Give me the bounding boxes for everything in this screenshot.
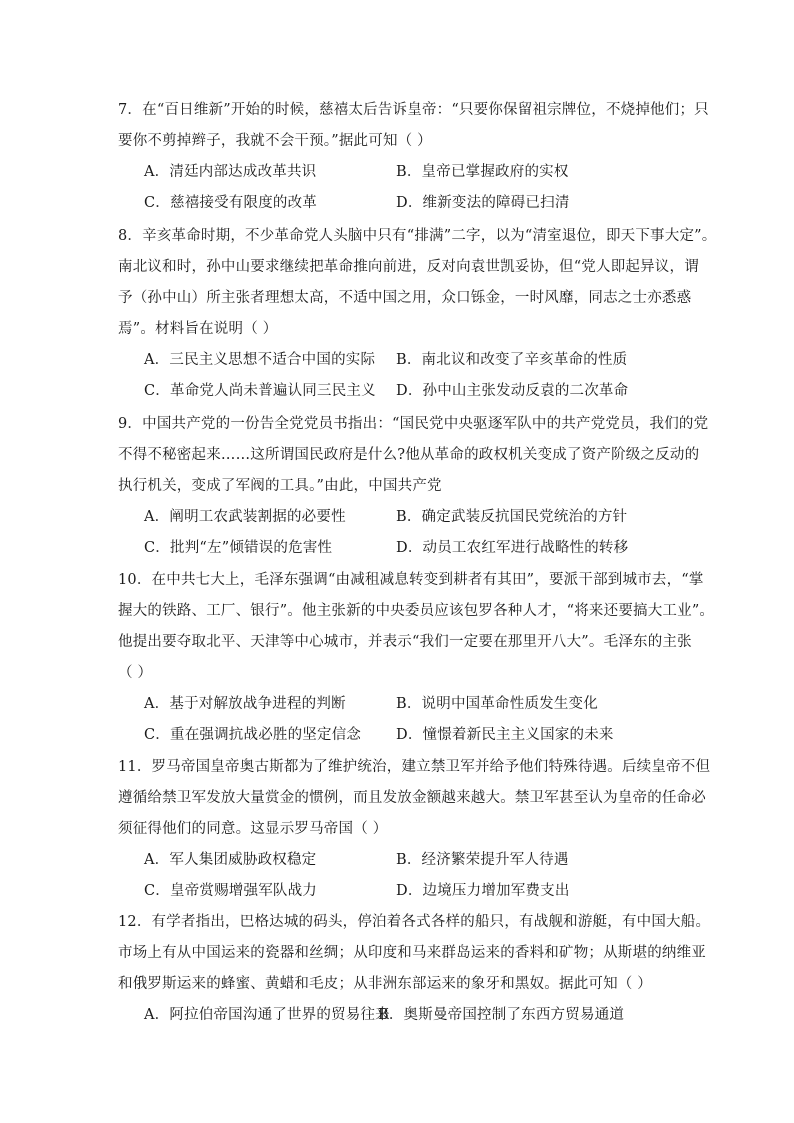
option-c: C．慈禧接受有限度的改革 bbox=[144, 195, 317, 211]
option-b: B．经济繁荣提升军人待遇 bbox=[396, 852, 569, 868]
option-b: B．说明中国革命性质发生变化 bbox=[396, 696, 598, 712]
option-b: B．奥斯曼帝国控制了东西方贸易通道 bbox=[378, 1007, 625, 1023]
question-text-line: 10．在中共七大上，毛泽东强调“由减租减息转变到耕者有其田”，要派干部到城市去，“掌 bbox=[118, 572, 704, 588]
options-row bbox=[118, 533, 678, 564]
question-text-line: 11．罗马帝国皇帝奥古斯都为了维护统治，建立禁卫军并给予他们特殊待遇。后续皇帝不但 bbox=[118, 759, 711, 775]
question-text-line: 握大的铁路、工厂、银行”。他主张新的中央委员应该包罗各种人才，“将来还要搞大工业”。 bbox=[118, 603, 715, 619]
question-text-line: （ ） bbox=[118, 665, 153, 681]
question-text-line: 12．有学者指出，巴格达城的码头，停泊着各式各样的船只，有战舰和游艇，有中国大船。 bbox=[118, 914, 711, 930]
question-8 bbox=[118, 221, 717, 407]
option-b: B．确定武装反抗国民党统治的方针 bbox=[396, 509, 628, 525]
question-text-line: 焉”。材料旨在说明（ ） bbox=[118, 321, 278, 337]
question-11 bbox=[118, 752, 711, 907]
option-b: B．皇帝已掌握政府的实权 bbox=[396, 164, 569, 180]
question-12 bbox=[118, 907, 711, 1031]
question-text-line: 须征得他们的同意。这显示罗马帝国（ ） bbox=[118, 821, 388, 837]
option-d: D．边境压力增加军费支出 bbox=[396, 883, 570, 899]
options-row bbox=[118, 376, 678, 407]
option-c: C．重在强调抗战必胜的坚定信念 bbox=[144, 727, 362, 743]
option-d: D．维新变法的障碍已扫清 bbox=[396, 195, 570, 211]
question-9 bbox=[118, 409, 709, 564]
question-text-line: 不得不秘密起来……这所谓国民政府是什么?他从革命的政权机关变成了资产阶级之反动的 bbox=[118, 447, 700, 463]
question-text-line: 予（孙中山）所主张者理想太高，不适中国之用，众口铄金，一时风靡，同志之士亦悉惑 bbox=[118, 290, 692, 306]
option-a: A．清廷内部达成改革共识 bbox=[144, 164, 317, 180]
options-row bbox=[118, 876, 678, 907]
option-a: A．阐明工农武装割据的必要性 bbox=[144, 509, 346, 525]
question-text-line: 8．辛亥革命时期，不少革命党人头脑中只有“排满”二字，以为“清室退位，即天下事大定”。 bbox=[118, 228, 717, 244]
question-text-line: 南北议和时，孙中山要求继续把革命推向前进，反对向袁世凯妥协，但“党人即起异议，谓 bbox=[118, 259, 699, 275]
options-row bbox=[118, 1000, 678, 1031]
question-text-line: 遵循给禁卫军发放大量赏金的惯例，而且发放金额越来越大。禁卫军甚至认为皇帝的任命必 bbox=[118, 790, 706, 806]
question-text-line: 要你不剪掉辫子，我就不会干预。”据此可知（ ） bbox=[118, 133, 432, 149]
question-text-line: 9．中国共产党的一份告全党党员书指出：“国民党中央驱逐军队中的共产党党员，我们的党 bbox=[118, 416, 709, 432]
option-c: C．皇帝赏赐增强军队战力 bbox=[144, 883, 317, 899]
option-a: A．军人集团威胁政权稳定 bbox=[144, 852, 317, 868]
options-row bbox=[118, 689, 678, 720]
options-row bbox=[118, 345, 678, 376]
option-b: B．南北议和改变了辛亥革命的性质 bbox=[396, 352, 628, 368]
options-row bbox=[118, 188, 678, 219]
option-a: A．基于对解放战争进程的判断 bbox=[144, 696, 346, 712]
option-c: C．革命党人尚未普遍认同三民主义 bbox=[144, 383, 376, 399]
question-text-line: 他提出要夺取北平、天津等中心城市，并表示“我们一定要在那里开八大”。毛泽东的主张 bbox=[118, 634, 692, 650]
options-row bbox=[118, 502, 678, 533]
question-10 bbox=[118, 565, 715, 751]
option-c: C．批判“左”倾错误的危害性 bbox=[144, 540, 333, 556]
question-text-line: 和俄罗斯运来的蜂蜜、黄蜡和毛皮；从非洲东部运来的象牙和黑奴。据此可知（ ） bbox=[118, 976, 653, 992]
question-7 bbox=[118, 95, 709, 219]
question-text-line: 市场上有从中国运来的瓷器和丝绸；从印度和马来群岛运来的香料和矿物；从斯堪的纳维亚 bbox=[118, 945, 706, 961]
options-row bbox=[118, 157, 678, 188]
option-d: D．动员工农红军进行战略性的转移 bbox=[396, 540, 629, 556]
option-d: D．孙中山主张发动反袁的二次革命 bbox=[396, 383, 629, 399]
option-a: A．三民主义思想不适合中国的实际 bbox=[144, 352, 376, 368]
question-text-line: 7．在“百日维新”开始的时候，慈禧太后告诉皇帝：“只要你保留祖宗牌位，不烧掉他们；只 bbox=[118, 102, 709, 118]
options-row bbox=[118, 845, 678, 876]
option-d: D．憧憬着新民主主义国家的未来 bbox=[396, 727, 614, 743]
option-a: A．阿拉伯帝国沟通了世界的贸易往来 bbox=[144, 1007, 390, 1023]
options-row bbox=[118, 720, 678, 751]
question-text-line: 执行机关，变成了军阀的工具。”由此，中国共产党 bbox=[118, 478, 442, 494]
